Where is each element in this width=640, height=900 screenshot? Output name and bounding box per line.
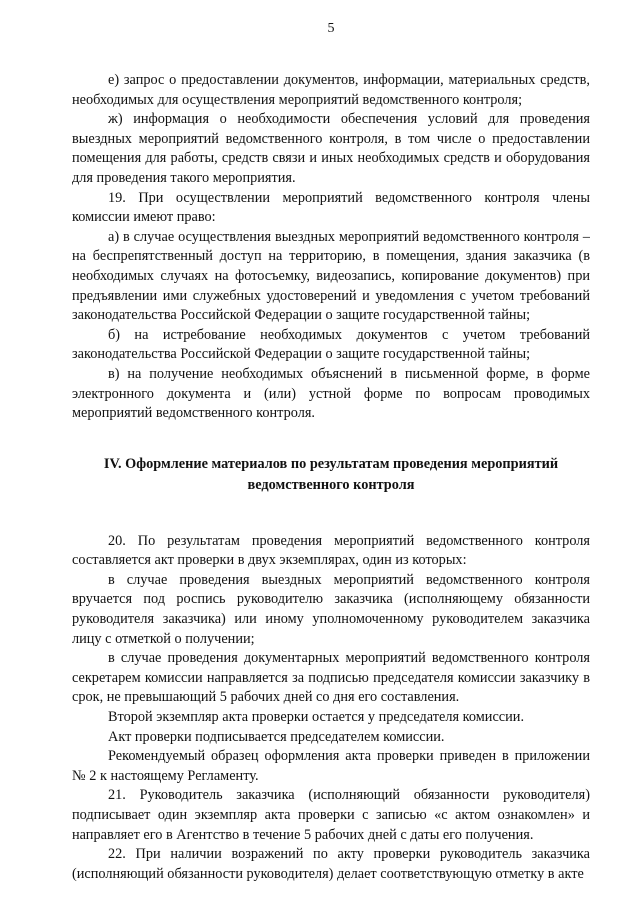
document-page — [72, 0, 590, 900]
paragraph-clause-21: 21. Руководитель заказчика (исполняющий обязанности руководителя) подписывает один экземпляр акта проверки с записью «с актом ознакомлен» и направляет его в Агентство в течение 5 рабочих дней с даты его получения. — [72, 787, 590, 843]
paragraph-documentary-case: в случае проведения документарных мероприятий ведомственного контроля секретарем комиссии направляется за подписью председателя комиссии заказчику в срок, не превышающий 5 рабочих дней со дня его составления. — [72, 650, 590, 706]
paragraph-item-v: в) на получение необходимых объяснений в письменной форме, в форме электронного документа и (или) устной форме по вопросам проводимых мероприятий ведомственного контроля. — [72, 365, 590, 422]
document-body — [72, 71, 590, 884]
paragraph-item-a: а) в случае осуществления выездных мероприятий ведомственного контроля – на беспрепятственный доступ на территорию, в помещения, здания заказчика (в необходимых случаях на фотосъемку, видеозапись, копирование документов) при предъявлении ими служебных удостоверений и уведомления с учетом требований законодательства Российской Федерации о защите государственной тайны; — [72, 228, 590, 324]
paragraph-onsite-case: в случае проведения выездных мероприятий ведомственного контроля вручается под роспись руководителю заказчика (исполняющему обязанности руководителя заказчика) или иному уполномоченному руководителем заказчика лицу с отметкой о получении; — [72, 571, 590, 647]
paragraph-clause-22: 22. При наличии возражений по акту проверки руководитель заказчика (исполняющий обязанности руководителя) делает соответствующую отметку в акте — [72, 846, 590, 882]
paragraph-act-signed: Акт проверки подписывается председателем комиссии. — [108, 728, 445, 745]
paragraph-item-zh: ж) информация о необходимости обеспечения условий для проведения выездных мероприятий ведомственного контроля, в том числе о предоставлении помещения для работы, средств связи и иных необходимых средств и оборудования для проведения такого мероприятия. — [72, 111, 590, 186]
paragraph-clause-19: 19. При осуществлении мероприятий ведомственного контроля члены комиссии имеют право: — [72, 189, 590, 226]
paragraph-item-e: е) запрос о предоставлении документов, информации, материальных средств, необходимых для осуществления мероприятий ведомственного контроля; — [72, 72, 590, 108]
paragraph-item-b: б) на истребование необходимых документов с учетом требований законодательства Российской Федерации о защите государственной тайны; — [72, 326, 590, 363]
paragraph-clause-20: 20. По результатам проведения мероприятий ведомственного контроля составляется акт проверки в двух экземплярах, один из которых: — [72, 532, 590, 569]
page-number: 5 — [327, 21, 335, 36]
paragraph-sample-form: Рекомендуемый образец оформления акта проверки приведен в приложении № 2 к настоящему Регламенту. — [72, 748, 590, 784]
paragraph-second-copy: Второй экземпляр акта проверки остается у председателя комиссии. — [108, 709, 525, 726]
section-heading: IV. Оформление материалов по результатам проведения мероприятий ведомственного контроля — [103, 455, 559, 493]
